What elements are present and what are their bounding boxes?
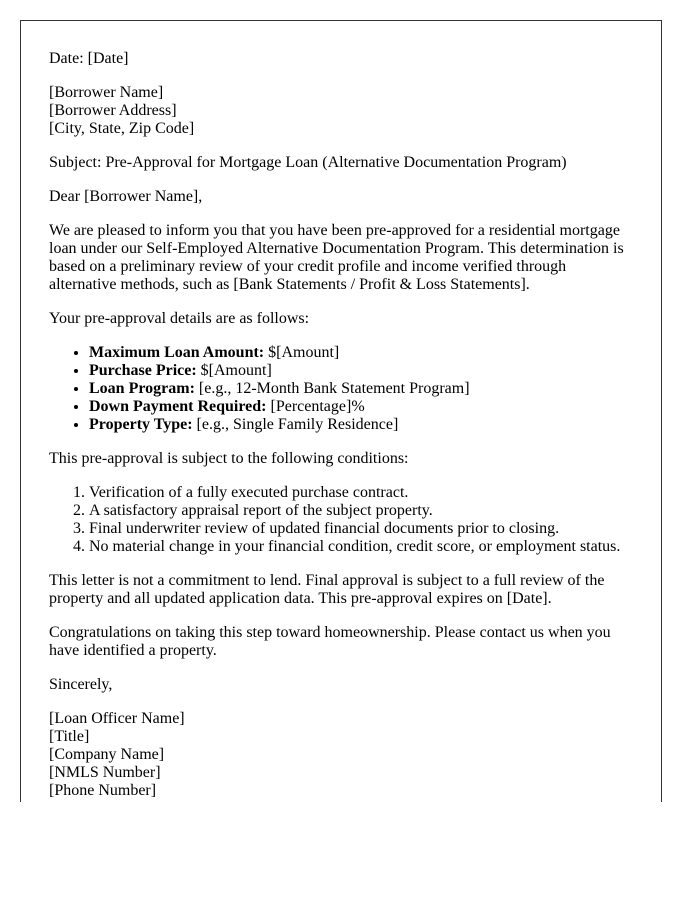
condition-item: 2. A satisfactory appraisal report of the subject property. [89,502,633,520]
recipient-city-state-zip: [City, State, Zip Code] [49,120,195,137]
recipient-name: [Borrower Name] [49,84,164,101]
sign-off: Sincerely, [49,676,113,693]
signature-phone: [Phone Number] [49,782,157,799]
detail-label: Maximum Loan Amount: [89,344,265,361]
detail-value: $[Amount] [196,362,272,379]
condition-item: 1. Verification of a fully executed purchase contract. [89,484,633,502]
condition-item: 3. Final underwriter review of updated financial documents prior to closing. [89,520,633,538]
conditions-intro: This pre-approval is subject to the following conditions: [49,450,409,467]
signature-officer-name: [Loan Officer Name] [49,710,185,727]
letter-document [20,20,662,802]
recipient-block [49,84,633,138]
detail-value: [e.g., Single Family Residence] [192,416,399,433]
intro-paragraph: We are pleased to inform you that you have been pre-approved for a residential mortgage loan under our Self-Employed Alternative Documentation Program. This determination is based on a preliminary review of your credit profile and income verified through alternative methods, such as [Bank Statements / Profit & Loss Statements]. [49,222,624,293]
signature-title: [Title] [49,728,90,745]
conditions-list [49,484,633,556]
detail-item-loan-program [89,380,633,398]
subject-line: Subject: Pre-Approval for Mortgage Loan (Alternative Documentation Program) [49,154,567,171]
date-line: Date: [Date] [49,50,129,67]
detail-item-purchase-price [89,362,633,380]
detail-item-property-type [89,416,633,434]
signature-block [49,710,633,800]
pre-approval-details-list [49,344,633,434]
detail-value: [e.g., 12-Month Bank Statement Program] [194,380,470,397]
detail-item-down-payment [89,398,633,416]
recipient-address: [Borrower Address] [49,102,177,119]
detail-label: Purchase Price: [89,362,197,379]
signature-nmls: [NMLS Number] [49,764,161,781]
condition-item: 4. No material change in your financial condition, credit score, or employment status. [89,538,633,556]
disclaimer-paragraph: This letter is not a commitment to lend. Final approval is subject to a full review of the property and all updated application data. This pre-approval expires on [Date]. [49,572,605,607]
closing-paragraph: Congratulations on taking this step toward homeownership. Please contact us when you have identified a property. [49,624,611,659]
signature-company: [Company Name] [49,746,165,763]
detail-label: Down Payment Required: [89,398,267,415]
detail-value: $[Amount] [264,344,340,361]
detail-value: [Percentage]% [266,398,365,415]
detail-label: Property Type: [89,416,193,433]
details-intro: Your pre-approval details are as follows: [49,310,310,327]
detail-item-max-loan-amount [89,344,633,362]
detail-label: Loan Program: [89,380,195,397]
salutation: Dear [Borrower Name], [49,188,203,205]
